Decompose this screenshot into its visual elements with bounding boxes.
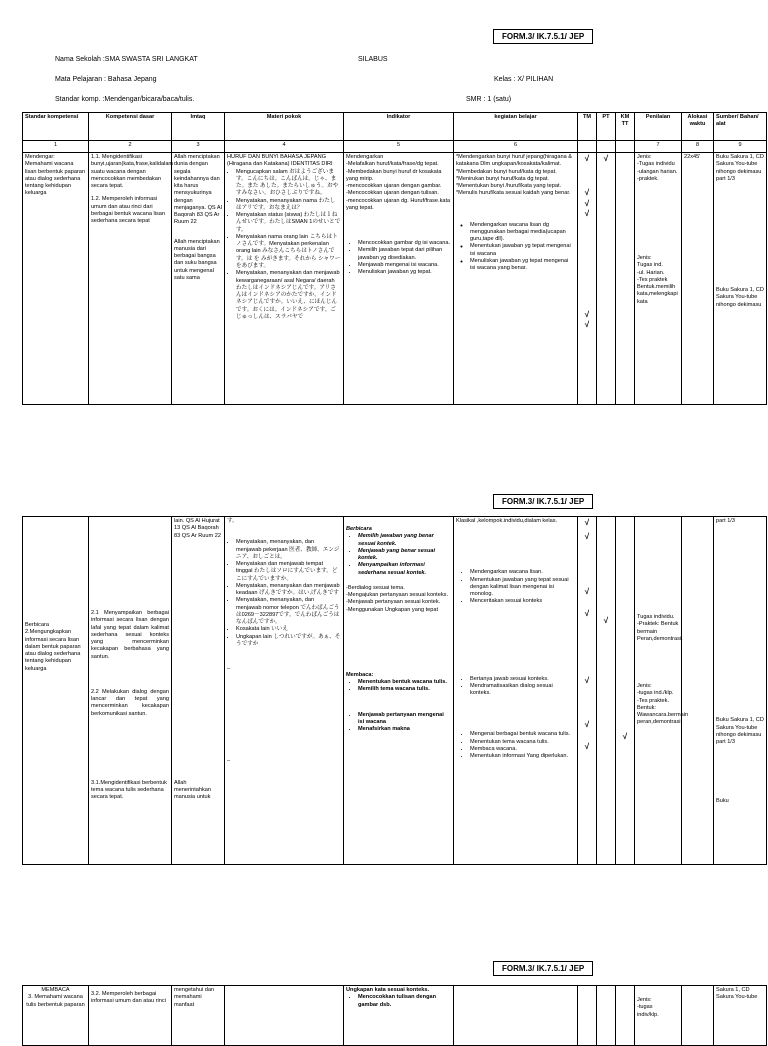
- indikator-cell: [344, 517, 454, 865]
- ind-baca-label: Membaca:: [346, 671, 374, 678]
- indikator-list: [346, 994, 451, 1009]
- list-item: • Menyatakan dan menjawab tempat tinggal わたしはソロにすんでいます。どこにすんでいますか。: [236, 561, 341, 583]
- check-mark: √: [584, 188, 590, 198]
- penilaian-1: Jenis: -Tugas individu -ulangan harian. -praktek.: [637, 154, 678, 182]
- header-cell: Standar kompetensi: [23, 113, 89, 141]
- kegiatan-top: Klasikal ,kelompok.individu,dialam kelas.: [456, 518, 558, 524]
- list-item: • Menentukan jawaban yang tepat sesuai dengan kalimat lisan mengenai isi monolog.: [470, 577, 575, 599]
- list-item: • Menyatakan, menanyakan, dan menjawab nomor telepon でんわばんごうは0269－322897です。でんわばんごうはなんばんですか。: [236, 597, 341, 626]
- penilaian-cell: [635, 986, 682, 1046]
- materi-list: [227, 169, 341, 322]
- header-num: 6: [454, 141, 578, 153]
- header-cell: Materi pokok: [225, 113, 344, 141]
- sumber-2: Buku Sakura 1, CD Sakura You-tube nihongo dekimasu: [716, 287, 764, 308]
- check-mark: √: [584, 154, 590, 163]
- pt-cell: [597, 153, 616, 405]
- check-mark: √: [584, 319, 590, 329]
- list-item: • Menjawab mengenai isi wacana.: [358, 262, 451, 269]
- header-cell: Kompetensi dasar: [89, 113, 172, 141]
- list-item: • Menyatakan, menanyakan, dan menjawab pekerjaan 医者、教師、エンジニア、おしごとは。: [236, 539, 341, 561]
- check-mark: √: [584, 719, 590, 729]
- basic-competence: [89, 517, 172, 865]
- header-num: 9: [714, 141, 767, 153]
- header-cell: Imtaq: [172, 113, 225, 141]
- syllabus-table-page2: [22, 516, 767, 865]
- kegiatan-1: *Mendengarkan bunyi huruf jepang(hiragana & katakana Dlm ungkapan/kosakata/kalimat. *Membedakan bunyi huruf/kata dg tepat. *Menirukan bunyi huruf/kata dg tepat. *Menentukan bunyi /huruf/kata yang tepat. *Menulis huruf/kata sesuai kaidah yang benar.: [456, 154, 572, 197]
- header-num: [616, 141, 635, 153]
- imtaq-1: Allah menciptakan dunia dengan segala keindahannya dan kita harus mensyukurinya dengan menjaganya. QS Al Baqorah 83 QS Ar Ruum 22: [174, 154, 222, 226]
- imtaq-2: Allah menerintahkan manusia untuk: [174, 779, 212, 801]
- kegiatan-cell: [454, 153, 578, 405]
- list-item: • Menyatakan, menanyakan nama わたしはアリです。おなまえは？: [236, 198, 341, 213]
- indikator-list: [346, 533, 451, 577]
- imtaq-top: lain. QS Al Hujurat 13 QS Al Baqorah 83 QS Ar Ruum 22: [174, 518, 221, 539]
- header-row: [23, 113, 767, 141]
- standard-competence: [23, 517, 89, 865]
- header-cell: Sumber/ Bahan/ alat: [714, 113, 767, 141]
- syllabus-table-page3: [22, 985, 767, 1046]
- header-num: 2: [89, 141, 172, 153]
- list-item: ◦ Mendengarkan wacana lisan dg menggunakan berbagai media(ucapan guru,tape dll).: [470, 222, 575, 244]
- list-item: • Menyatakan, menanyakan dan menjawab keadaan げんきですか。はい,げんきです: [236, 583, 341, 598]
- indikator-baca-list-2: [346, 712, 451, 734]
- check-mark: √: [584, 742, 590, 752]
- doc-title: SILABUS: [358, 56, 388, 63]
- penilaian-2: Jenis: Tugas ind. -ul. Harian. -Tes praktek Bentuk.memilih kata,melengkapi kata: [637, 255, 678, 305]
- header-num: 4: [225, 141, 344, 153]
- standard-competence: Mendengar: Memahami wacana lisan berbentuk paparan atau dialog sederhana tentang kehidupan keluarga: [23, 153, 89, 405]
- imtaq-cell: [172, 153, 225, 405]
- pt-cell: [597, 986, 616, 1046]
- indikator-baca-list: [346, 679, 451, 694]
- list-item: • Menentukan bentuk wacana tulis.: [358, 679, 451, 686]
- list-item: • Memilih tema wacana tulis.: [358, 686, 451, 693]
- tm-cell: [578, 153, 597, 405]
- penilaian-cell: [635, 153, 682, 405]
- check-mark: √: [584, 675, 590, 685]
- header-cell: PT: [597, 113, 616, 141]
- indikator-cell: [344, 986, 454, 1046]
- alokasi-cell: 22x45': [682, 153, 714, 405]
- kegiatan-cell: [454, 517, 578, 865]
- list-item: • Menyatakan status (siswa) わたしは１ねんせいです。わたしはSMAN 1のせいとです。: [236, 212, 341, 234]
- alokasi-cell: [682, 517, 714, 865]
- sumber-cell: [714, 517, 767, 865]
- header-num: [578, 141, 597, 153]
- imtaq-2: Allah menciptakan manusia dari berbagai bangsa dan suku bangsa untuk mengenal satu sama: [174, 238, 220, 281]
- kegiatan-list-b: [456, 676, 575, 698]
- check-mark: √: [584, 518, 590, 527]
- header-cell: Indikator: [344, 113, 454, 141]
- kmtt-cell: [616, 517, 635, 865]
- penilaian-a: Tugas individu. -Praktek: Bentuk bermain Peran,demontrasi.: [637, 614, 683, 642]
- kd-1-2: 1.2. Memperoleh informasi umum dan atau rinci dari berbagai bentuk wacana lisan sederhana secara tepat: [91, 196, 166, 225]
- list-item: • Menafsirkan makna: [358, 726, 451, 733]
- form-code-box: FORM.3/ IK.7.5.1/ JEP: [493, 494, 593, 509]
- list-item: • Mencocokkan gambar dg isi wacana.: [358, 240, 451, 247]
- header-num: 1: [23, 141, 89, 153]
- list-item: • Mencocokkan tulisan dengan gambar dsb.: [358, 994, 451, 1009]
- indikator-cell: [344, 153, 454, 405]
- penilaian-p3: Jenis: -tugas indiv/klp.: [637, 997, 659, 1018]
- list-item: • Mengenai berbagai bentuk wacana tulis.: [470, 731, 575, 738]
- subject-name: Mata Pelajaran : Bahasa Jepang: [55, 76, 157, 83]
- header-cell: TM: [578, 113, 597, 141]
- check-mark: √: [584, 532, 590, 542]
- header-cell: KM TT: [616, 113, 635, 141]
- imtaq-cell: mengetahui dan memahami manfaat: [172, 986, 225, 1046]
- kd-1-1: 1.1. Mengidentifikasi bunyi,ujaran(kata,frase,kalidalam suatu wacana dengan mencocokkan membedakan secara tepat.: [91, 154, 174, 190]
- header-num: 5: [344, 141, 454, 153]
- penilaian-cell: [635, 517, 689, 865]
- list-item: • Ungkapan lain しつれいですが。あぁ、そうですか: [236, 634, 341, 649]
- kmtt-cell: [616, 153, 635, 405]
- dash: –: [227, 757, 231, 764]
- list-item: • Menentukan tema wacana tulis.: [470, 739, 575, 746]
- kd-3-1: 3.1.Mengidentifikasi berbentuk tema wacana tulis sederhana secara tepat.: [91, 779, 167, 801]
- basic-competence: [89, 153, 172, 405]
- school-name: Nama Sekolah :SMA SWASTA SRI LANGKAT: [55, 56, 198, 63]
- check-mark: √: [584, 609, 590, 619]
- list-item: • Memilih jawaban yang benar sesuai kontek.: [358, 533, 451, 548]
- kegiatan-list-c: [456, 731, 575, 760]
- kd-2-2: 2.2 Melakukan dialog dengan lancar dan tepat yang mencerminkan kecakapan berkomunikasi santun.: [91, 688, 169, 717]
- basic-competence: [89, 986, 172, 1046]
- sumber-cell: [714, 153, 767, 405]
- header-num: [597, 141, 616, 153]
- ind-berbicara-label: Berbicara: [346, 526, 372, 532]
- list-item: • Menentukan informasi Yang diperlukan.: [470, 753, 575, 760]
- alokasi-cell: [682, 986, 714, 1046]
- list-item: • Menyampaikan informasi sederhana sesuai kontek.: [358, 562, 451, 577]
- kd-3-2: 3.2. Memperoleh berbagai informasi umum dan atau rinci: [91, 991, 166, 1005]
- check-mark: √: [584, 586, 590, 596]
- list-item: • Bertanya jawab sesuai konteks.: [470, 676, 575, 683]
- imtaq-cell: [172, 517, 225, 865]
- penilaian-b: Jenis: -tugas ind./klp. -Tes praktek. Bentuk: Wawancara.bermain peran,demontrasi.: [637, 683, 689, 726]
- table-row: [23, 986, 767, 1046]
- sumber-1: Buku Sakura 1, CD Sakura You-tube nihongo dekimasu part 1/3: [716, 154, 764, 182]
- check-mark: √: [584, 198, 590, 208]
- form-code-box: FORM.3/ IK.7.5.1/ JEP: [493, 29, 593, 44]
- list-item: • Menceritakan sesuai konteks: [470, 598, 575, 605]
- materi-cell: [225, 986, 344, 1046]
- sk-berbicara: Berbicara 2.Mengungkapkan informasi secara lisan dalam bentuk paparan atau dialog sederhana tentang kehidupan keluarga: [25, 622, 81, 672]
- header-num: 7: [635, 141, 682, 153]
- list-item: • Menyatakan, menanyakan dan menjawab kewarganegaraan/ asal Negara/ daerah わたしはインドネシアじんです。アリさんはインドネシアのかたですか。インドネシアじんですか。いいえ、にほんじんです。おくには。インドネシアです。ごじゅっしんは、スラバヤで: [236, 270, 341, 321]
- header-cell: Penilaian: [635, 113, 682, 141]
- ind-mid: -Berdialog sesuai tema. -Mengajukan pertanyaan sesuai konteks. -Menjawab pertanyaan sesuai kontek. -Menggunakan Ungkapan yang tepat: [346, 584, 448, 613]
- table-row: [23, 517, 767, 865]
- kd-2-1: 2.1 Menyampaikan berbagai informasi secara lisan dengan lafal yang tepat dalam kalimat sederhana sesuai konteks yang mencerminkan kecakapan berbahasa yang santun.: [91, 610, 169, 660]
- materi-cell: [225, 517, 344, 865]
- list-item: • Kosakata lain いいえ: [236, 626, 341, 633]
- header-cell: Alokasi waktu: [682, 113, 714, 141]
- check-mark: √: [603, 616, 609, 625]
- list-item: ◦ Menentukan jawaban yg tepat mengenai isi wacana: [470, 243, 575, 258]
- ind-p3: Ungkapan kata sesuai konteks.: [346, 987, 430, 993]
- class-info: Kelas : X/ PILIHAN: [494, 76, 554, 83]
- materi-title: HURUF DAN BUNYI BAHASA JEPANG (Hiragana dan Katakana) IDENTITAS DIRI: [227, 154, 333, 168]
- indikator-1: Mendengarkan -Melafalkan huruf/kata/frase/dg tepat. -Membedakan bunyi huruf dr kosakata yang mirip. -mencocokkan ujaran dengan gambar. -Mencocokkan ujaran dengan tulisan. -mencocokkan ujaran dg. Huruf/frase.kata yang tepat.: [346, 154, 451, 211]
- check-mark: √: [622, 732, 628, 741]
- materi-list: [227, 539, 341, 648]
- header-num: 3: [172, 141, 225, 153]
- kegiatan-list-a: [456, 569, 575, 605]
- tm-cell: [578, 986, 597, 1046]
- list-item: • Membaca wacana.: [470, 746, 575, 753]
- list-item: • Mendengarkan wacana lisan.: [470, 569, 575, 576]
- indikator-list: [346, 240, 451, 276]
- sumber-cell: Sakura 1, CD Sakura You-tube: [714, 986, 767, 1046]
- list-item: • Menjawab pertanyaan mengenai isi wacana: [358, 712, 451, 727]
- sumber-top: part 1/3: [716, 518, 735, 524]
- list-item: • Mendramatisasikan dialog sesuai konteks.: [470, 683, 575, 698]
- standard-competence: MEMBACA 3. Memahami wacana tulis berbentuk paparan: [23, 986, 89, 1046]
- tm-cell: [578, 517, 597, 865]
- check-mark: √: [603, 154, 609, 163]
- table-row: [23, 153, 767, 405]
- standard-comp: Standar komp. :Mendengar/bicara/baca/tulis.: [55, 96, 195, 103]
- form-code-box: FORM.3/ IK.7.5.1/ JEP: [493, 961, 593, 976]
- syllabus-table-page1: [22, 112, 767, 405]
- list-item: • Menuliskan jawaban yg tepat.: [358, 269, 451, 276]
- header-number-row: [23, 141, 767, 153]
- kmtt-cell: [616, 986, 635, 1046]
- sumber-b: Buku Sakura 1, CD Sakura You-tube nihongo dekimasu part 1/3: [716, 717, 764, 746]
- kegiatan-cell: [454, 986, 578, 1046]
- pt-cell: [597, 517, 616, 865]
- materi-cell: [225, 153, 344, 405]
- list-item: • Memilih jawaban tepat dari pilihan jawaban yg disediakan.: [358, 247, 451, 262]
- header-cell: kegiatan belajar: [454, 113, 578, 141]
- check-mark: √: [584, 309, 590, 319]
- semester-info: SMR : 1 (satu): [466, 96, 512, 103]
- check-mark: √: [584, 209, 590, 219]
- header-num: 8: [682, 141, 714, 153]
- kegiatan-list: [456, 222, 575, 273]
- list-item: • Mengucapkan salam おはようございます。こんにちは。こんばんは。じゃ、また。また あした。またらいしゅう。おやすみなさい。おひさしぶりですね。: [236, 169, 341, 198]
- sumber-c: Buku: [716, 798, 729, 805]
- dash: –: [227, 666, 231, 673]
- list-item: • Menjawab yang benar sesuai kontek.: [358, 548, 451, 563]
- list-item: • Menyatakan nama orang lain こちらはトノさんです。Menyatakan perkenalan orang lain みなさんこちらはトノさんです。は を みがきます。それから シャワーをあびます。: [236, 234, 341, 270]
- list-item: ◦ Menuliskan jawaban yg tepat mengenai isi wacana yang benar.: [470, 258, 575, 273]
- materi-top: す。: [227, 518, 238, 524]
